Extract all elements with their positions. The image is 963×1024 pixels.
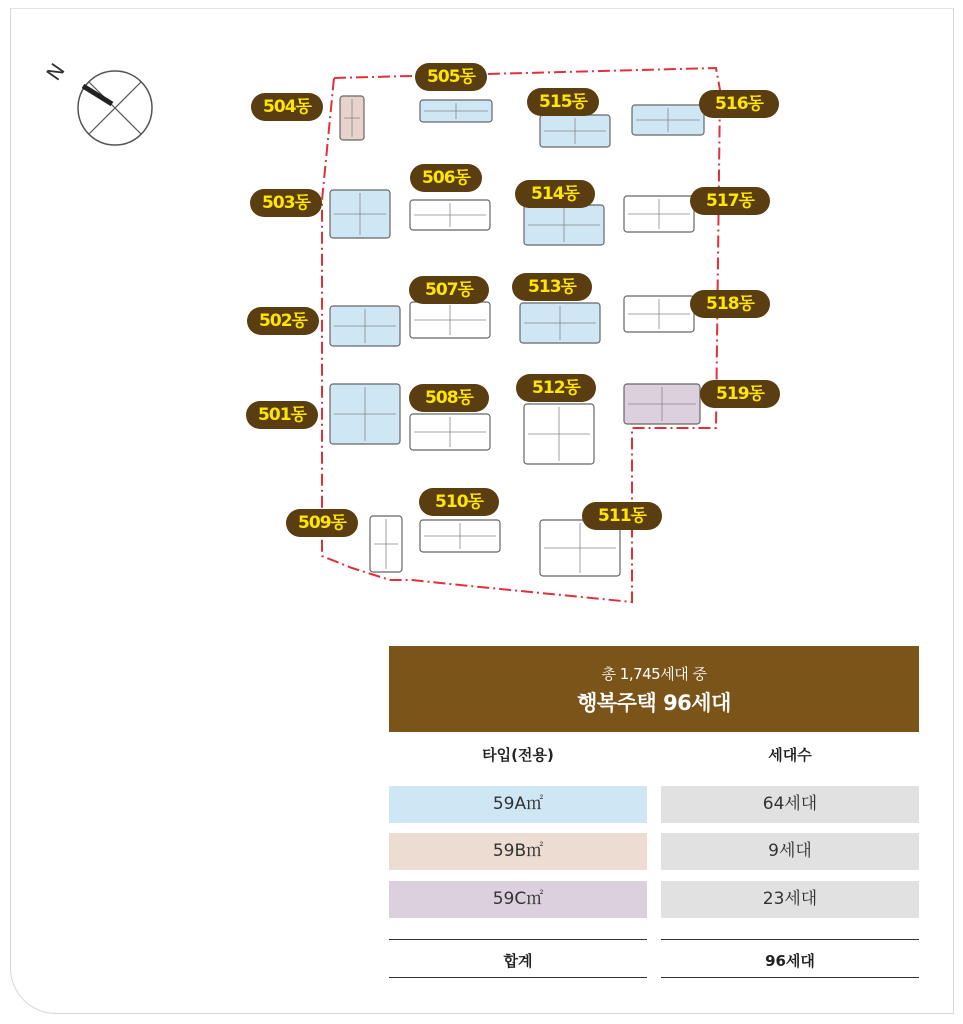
summary-header [389,646,919,732]
bldg-510 [420,520,500,552]
count-cell-59b: 9세대 [661,833,919,870]
bldg-515 [540,115,610,147]
count-cell-59a: 64세대 [661,786,919,823]
bldg-505 [420,100,492,122]
building-label-501: 501동 [246,401,318,429]
type-cell-59b: 59B㎡ [389,833,647,870]
building-label-510: 510동 [419,488,499,516]
bldg-509 [370,516,402,572]
building-label-514: 514동 [515,180,595,208]
column-type-header: 타입(전용) [482,746,554,764]
building-label-513: 513동 [512,273,592,301]
bldg-507 [410,302,490,338]
column-count-header: 세대수 [768,746,812,764]
building-label-518: 518동 [690,290,770,318]
building-label-516: 516동 [699,90,779,118]
bldg-512 [524,404,594,464]
bldg-516 [632,105,704,135]
bldg-503 [330,190,390,238]
building-label-511: 511동 [582,502,662,530]
total-divider [389,939,647,940]
bldg-517 [624,196,694,232]
building-label-504: 504동 [251,93,323,121]
total-divider [661,939,919,940]
type-cell-59c: 59C㎡ [389,881,647,918]
building-label-517: 517동 [690,187,770,215]
bldg-502 [330,306,400,346]
bldg-519 [624,384,700,424]
north-label: N [41,58,70,85]
building-label-502: 502동 [247,307,319,335]
building-label-508: 508동 [409,384,489,412]
bldg-513 [520,303,600,343]
building-label-515: 515동 [527,88,599,116]
building-label-509: 509동 [286,509,358,537]
total-value: 96세대 [765,952,815,970]
summary-subtitle: 총 1,745세대 중 [601,665,707,683]
bldg-508 [410,414,490,450]
bldg-514 [524,205,604,245]
total-divider [389,977,647,978]
total-divider [661,977,919,978]
building-label-512: 512동 [516,374,596,402]
bldg-518 [624,296,694,332]
summary-title: 행복주택 96세대 [577,691,731,715]
building-label-505: 505동 [415,63,487,91]
count-cell-59c: 23세대 [661,881,919,918]
total-label: 합계 [503,952,533,970]
compass-icon [41,59,152,145]
building-label-506: 506동 [410,164,482,192]
building-label-507: 507동 [409,276,489,304]
type-cell-59a: 59A㎡ [389,786,647,823]
bldg-501 [330,384,400,444]
building-label-519: 519동 [700,380,780,408]
bldg-504 [340,96,364,140]
bldg-506 [410,200,490,230]
building-label-503: 503동 [250,189,322,217]
